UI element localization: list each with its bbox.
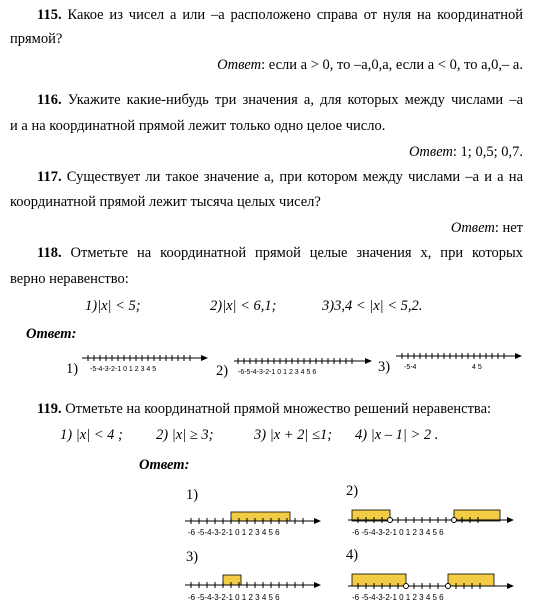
problem-118-line1 — [37, 244, 523, 262]
problem-116-answer — [409, 143, 523, 161]
tick-labels: -6 -5-4-3-2-1 0 1 2 3 4 5 6 — [188, 528, 280, 537]
problem-117-answer-text: : нет — [494, 220, 523, 236]
graph-118-2-label: 2) — [216, 363, 229, 379]
arrow-icon — [365, 358, 372, 364]
problem-119-line1 — [37, 400, 491, 418]
problem-117-line1 — [37, 168, 523, 186]
solution-interval — [223, 575, 241, 585]
arrow-icon — [314, 582, 321, 588]
arrow-icon — [314, 518, 321, 524]
number-line-119-4 — [346, 568, 516, 602]
tick-labels-left: -5-4 — [404, 364, 417, 371]
tick-labels: -6 -5-4-3-2-1 0 1 2 3 4 5 6 — [188, 593, 280, 602]
problem-115-answer — [217, 56, 523, 74]
problem-117-number: 117. — [37, 169, 62, 185]
problem-116-line1 — [37, 91, 523, 109]
problem-116-text1: Укажите какие-нибудь три значения a, для которых между числами –a — [67, 92, 524, 108]
number-line-119-3 — [183, 571, 323, 603]
answer-label: Ответ — [450, 220, 495, 236]
problem-118-item1: 1)|x| < 5; — [85, 298, 141, 314]
problem-115-answer-text: : если a > 0, то –a,0,a, если a < 0, то a,0,– a. — [261, 57, 523, 73]
answer-label: Ответ — [408, 144, 453, 160]
solution-interval-right — [454, 510, 500, 521]
graph-119-4-label: 4) — [346, 547, 359, 563]
problem-115-line2: прямой? — [10, 31, 63, 47]
problem-118-line2: верно неравенство: — [10, 271, 129, 287]
arrow-icon — [507, 583, 514, 589]
number-line-119-2 — [346, 506, 516, 536]
problem-119-number: 119. — [37, 401, 62, 417]
tick-labels-right: 4 5 — [472, 364, 482, 371]
tick-labels: -5-4-3-2-1 0 1 2 3 4 5 — [90, 366, 157, 373]
number-line-119-1 — [183, 508, 323, 538]
problem-118-answer-label: Ответ: — [26, 326, 77, 342]
number-line-118-1 — [80, 350, 210, 376]
number-line-118-2 — [232, 353, 374, 379]
graph-118-1-label: 1) — [66, 361, 79, 377]
problem-118-text1: Отметьте на координатной прямой целые значения x, при которых — [70, 245, 524, 261]
problem-117-answer — [451, 219, 523, 237]
problem-117-line2: координатной прямой лежит тысяча целых чисел? — [10, 194, 321, 210]
problem-115-line1 — [37, 6, 523, 24]
problem-119-answer-label: Ответ: — [139, 457, 190, 473]
graph-118-3-label: 3) — [378, 359, 391, 375]
problem-119-item3: 3) |x + 2| ≤1; — [254, 427, 333, 443]
graph-119-2-label: 2) — [346, 483, 359, 499]
problem-119-item2: 2) |x| ≥ 3; — [156, 427, 214, 443]
solution-interval — [231, 512, 290, 521]
problem-118-item3: 3)3,4 < |x| < 5,2. — [322, 298, 423, 314]
arrow-icon — [201, 355, 208, 361]
problem-115-number: 115. — [37, 7, 62, 23]
problem-116-line2: и a на координатной прямой лежит только одно целое число. — [10, 118, 386, 134]
arrow-icon — [515, 353, 522, 359]
solution-interval-right — [448, 574, 494, 586]
problem-116-answer-text: : 1; 0,5; 0,7. — [452, 144, 523, 160]
open-point — [452, 518, 457, 523]
open-point — [446, 584, 451, 589]
graph-119-3-label: 3) — [186, 549, 199, 565]
open-point — [404, 584, 409, 589]
problem-117-text1: Существует ли такое значение a, при котором между числами –a и a на — [66, 169, 523, 185]
problem-119-text1: Отметьте на координатной прямой множество решений неравенства: — [65, 401, 492, 417]
graph-119-1-label: 1) — [186, 487, 199, 503]
tick-labels: -6 -5-4-3-2-1 0 1 2 3 4 5 6 — [352, 528, 444, 536]
problem-119-item4: 4) |x – 1| > 2 . — [355, 427, 439, 443]
problem-118-item2: 2)|x| < 6,1; — [210, 298, 277, 314]
number-line-118-3 — [394, 348, 524, 374]
tick-labels: -6 -5-4-3-2-1 0 1 2 3 4 5 6 — [352, 593, 444, 602]
problem-118-number: 118. — [37, 245, 62, 261]
arrow-icon — [507, 517, 514, 523]
problem-119-item1: 1) |x| < 4 ; — [60, 427, 123, 443]
problem-115-text1: Какое из чисел a или –a расположено справа от нуля на координатной — [67, 7, 524, 23]
answer-label: Ответ — [217, 57, 262, 73]
problem-116-number: 116. — [37, 92, 62, 108]
tick-labels: -6-5-4-3-2-1 0 1 2 3 4 5 6 — [238, 369, 317, 376]
open-point — [388, 518, 393, 523]
